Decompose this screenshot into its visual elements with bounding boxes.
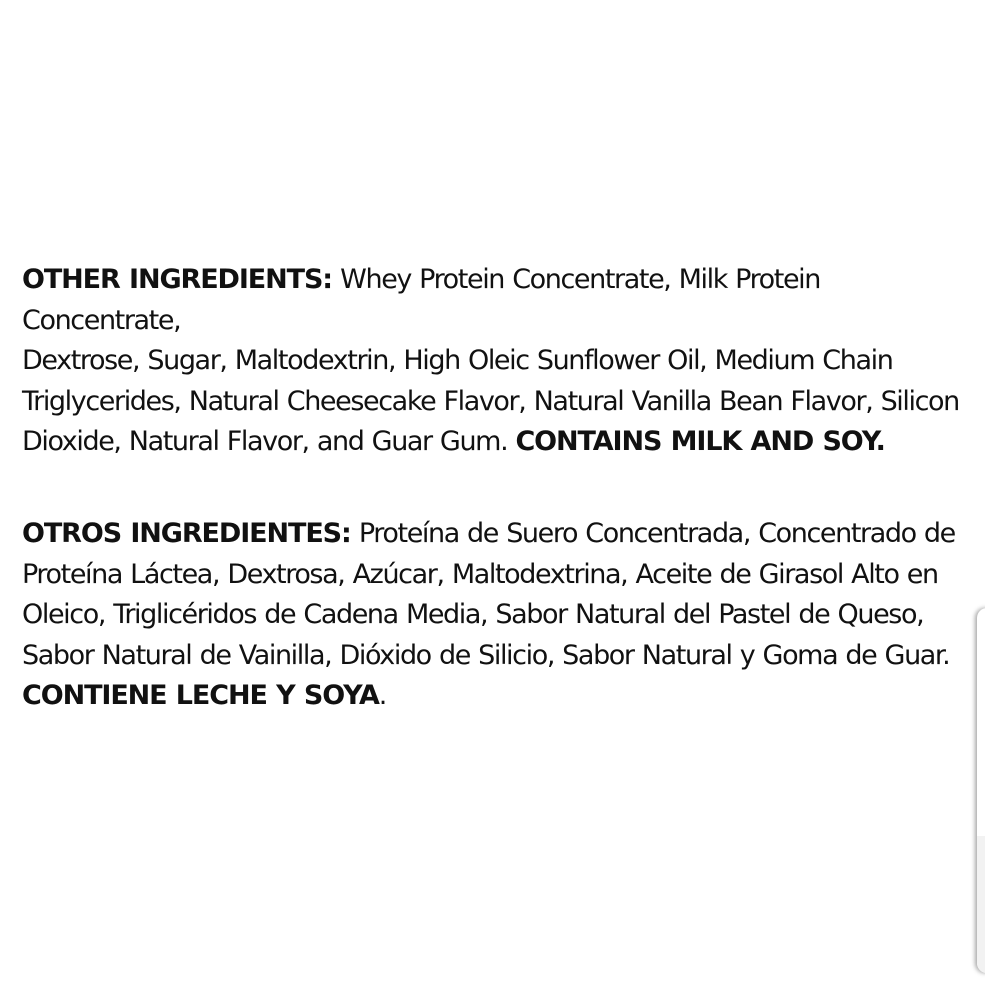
spanish-ingredients-heading: OTROS INGREDIENTES:	[22, 518, 351, 549]
spanish-allergen-period: .	[378, 680, 386, 711]
spanish-allergen-statement: CONTIENE LECHE Y SOYA	[22, 680, 379, 711]
english-ingredients-heading: OTHER INGREDIENTS:	[22, 264, 332, 295]
english-ingredients-paragraph	[22, 260, 972, 463]
spanish-ingredients-paragraph	[22, 514, 972, 717]
side-panel-lower-section	[977, 836, 985, 973]
english-allergen-statement: CONTAINS MILK AND SOY.	[515, 426, 885, 457]
side-panel-edge[interactable]	[977, 608, 985, 973]
english-ingredients-list: Whey Protein Concentrate, Milk Protein Concentrate, Dextrose, Sugar, Maltodextrin, High Oleic Sunflower Oil, Medium Chain Triglycerides, Natural Cheesecake Flavor, Natural Vanilla Bean Flavor, Silicon Dioxide, Natural Flavor, and Guar Gum.	[22, 264, 959, 457]
spanish-ingredients-list: Proteína de Suero Concentrada, Concentrado de Proteína Láctea, Dextrosa, Azúcar, Maltodextrina, Aceite de Girasol Alto en Oleico, Triglicéridos de Cadena Media, Sabor Natural del Pastel de Queso, Sabor Natural de Vainilla, Dióxido de Silicio, Sabor Natural y Goma de Guar.	[22, 518, 955, 671]
